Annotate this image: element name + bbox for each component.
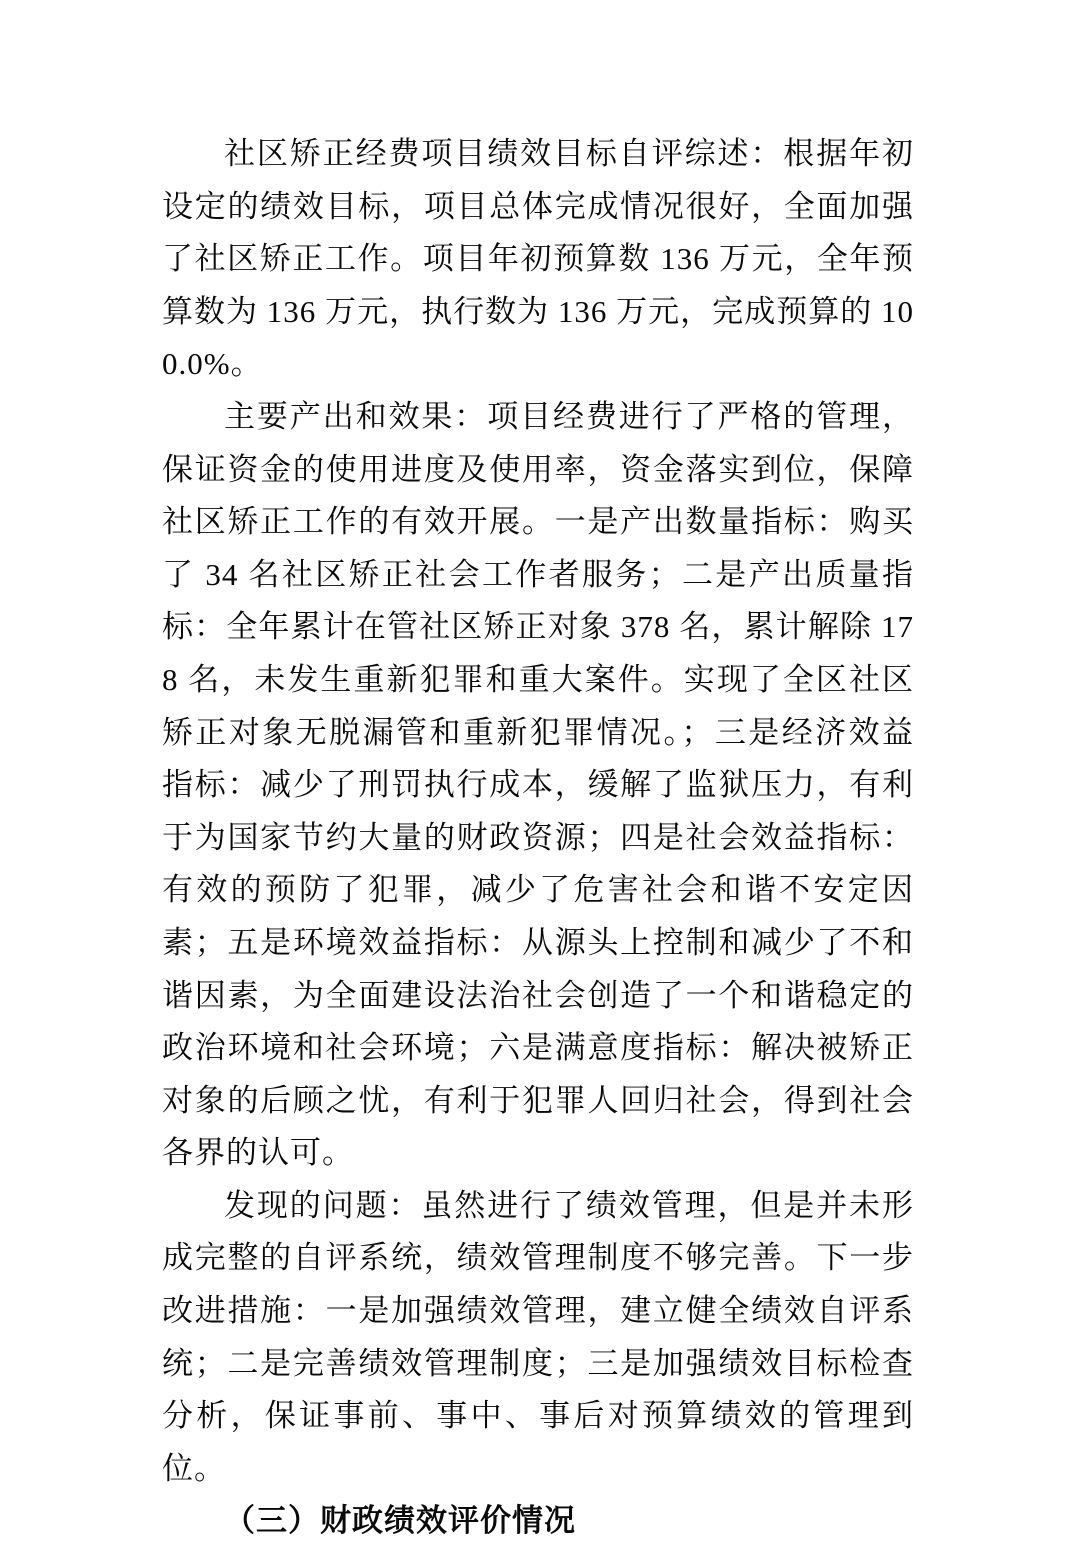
paragraph-problems-and-improvements: 发现的问题：虽然进行了绩效管理，但是并未形成完整的自评系统，绩效管理制度不够完善。下一步改进措施：一是加强绩效管理，建立健全绩效自评系统；二是完善绩效管理制度；三是加强绩效目标检查分析，保证事前、事中、事后对预算绩效的管理到位。 — [162, 1187, 914, 1486]
paragraph-self-evaluation-summary: 社区矫正经费项目绩效目标自评综述：根据年初设定的绩效目标，项目总体完成情况很好，全面加强了社区矫正工作。项目年初预算数 136 万元，全年预算数为 136 万元，执行数为 136 万元，完成预算的 100.0%。 — [162, 136, 914, 382]
document-content — [162, 128, 914, 1548]
section-heading-fiscal-performance-evaluation: （三）财政绩效评价情况 — [224, 1503, 576, 1539]
paragraph-main-outputs-and-effects: 主要产出和效果：项目经费进行了严格的管理，保证资金的使用进度及使用率，资金落实到位，保障社区矫正工作的有效开展。一是产出数量指标：购买了 34 名社区矫正社会工作者服务；二是产出质量指标：全年累计在管社区矫正对象 378 名，累计解除 178 名，未发生重新犯罪和重大案件。实现了全区社区矫正对象无脱漏管和重新犯罪情况。；三是经济效益指标：减少了刑罚执行成本，缓解了监狱压力，有利于为国家节约大量的财政资源；四是社会效益指标：有效的预防了犯罪，减少了危害社会和谐不安定因素；五是环境效益指标：从源头上控制和减少了不和谐因素，为全面建设法治社会创造了一个和谐稳定的政治环境和社会环境；六是满意度指标：解决被矫正对象的后顾之忧，有利于犯罪人回归社会，得到社会各界的认可。 — [162, 398, 914, 1171]
